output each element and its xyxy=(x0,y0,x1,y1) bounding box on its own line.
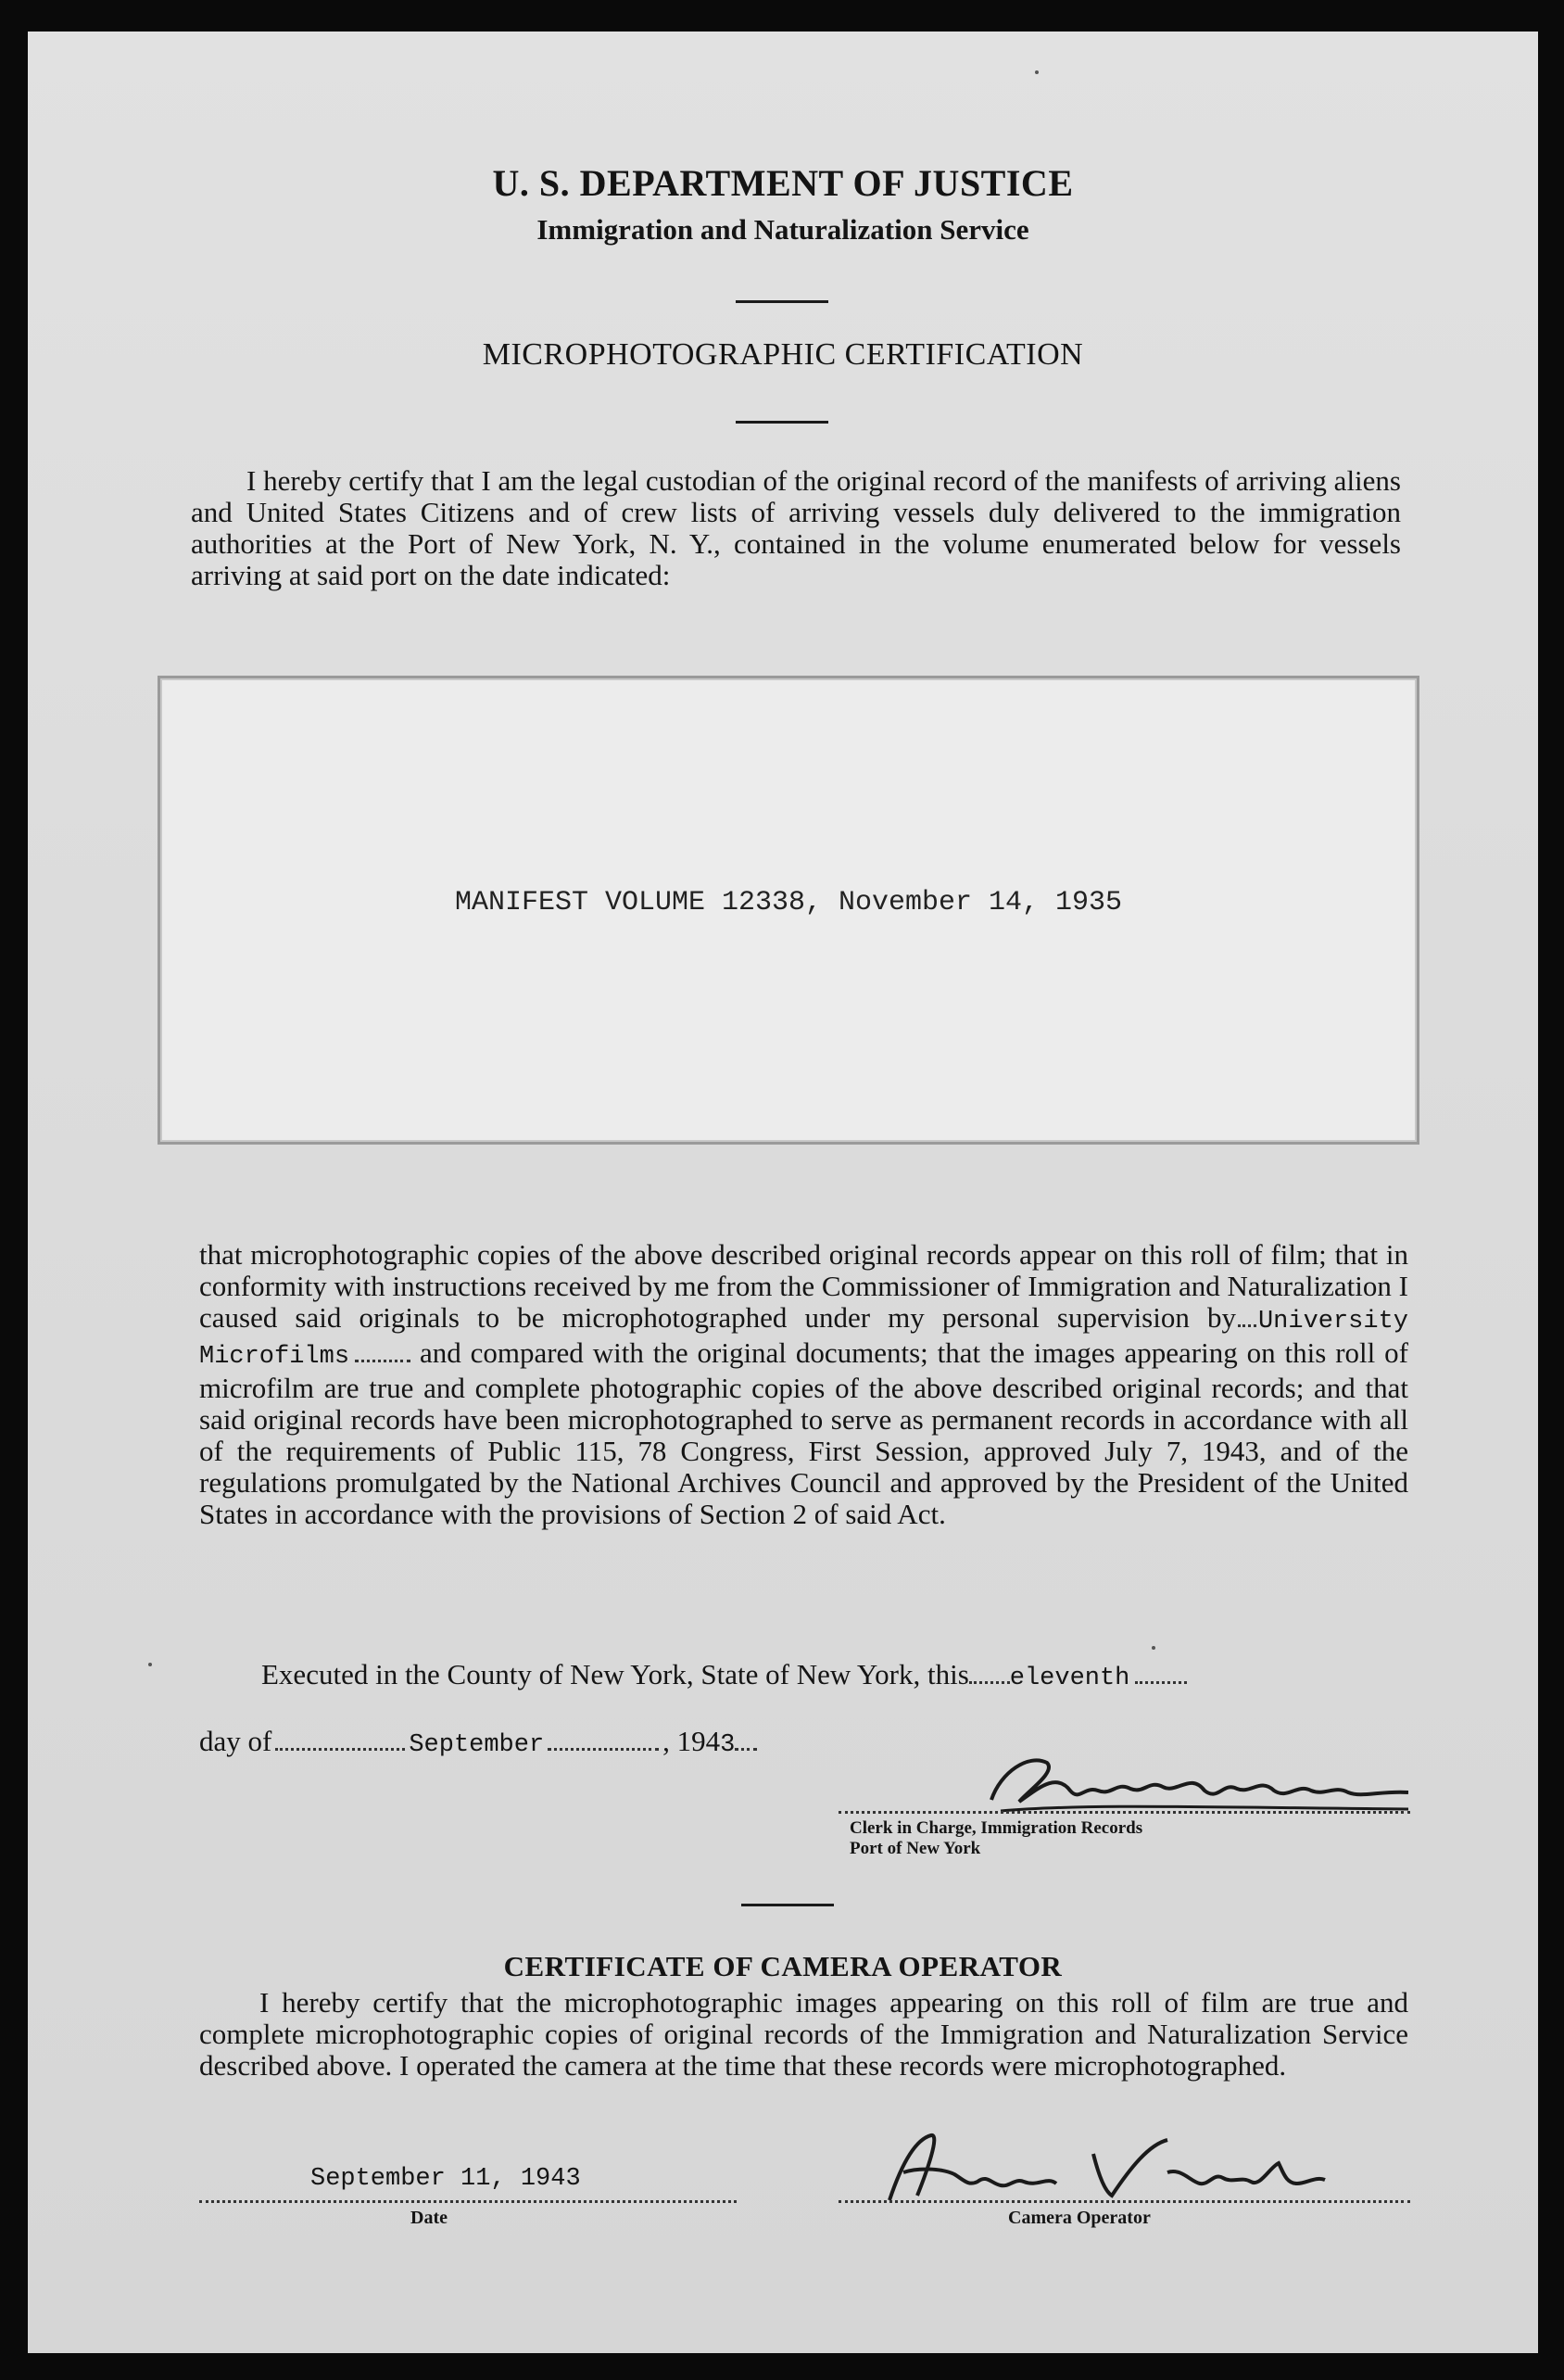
camera-date-label: Date xyxy=(410,2208,448,2228)
year-prefix: , 194 xyxy=(662,1725,721,1757)
film-speck xyxy=(148,1663,152,1666)
date-line xyxy=(199,1725,757,1759)
dotted-fill xyxy=(969,1679,1010,1684)
manifest-volume-box xyxy=(158,676,1419,1145)
clerk-title xyxy=(850,1818,1142,1859)
service-subheading: Immigration and Naturalization Service xyxy=(536,213,1029,246)
certificate-page xyxy=(28,32,1538,2353)
body-part1: that microphotographic copies of the above described original records appear on this roll of film; that in conformity with instructions received by me from the Commissioner of Immigration and Naturalization I caused said originals to be microphotographed under my personal supervision by xyxy=(199,1238,1408,1334)
film-speck xyxy=(1152,1646,1155,1650)
film-speck xyxy=(1035,70,1039,74)
execution-day: eleventh xyxy=(1009,1665,1130,1692)
dotted-fill xyxy=(275,1746,405,1751)
camera-operator-text: I hereby certify that the microphotographic images appearing on this roll of film are true and complete microphotographic copies of original records of the Immigration and Naturalization Service described above. I operated the camera at the time that these records were microphotographed. xyxy=(199,1986,1408,2082)
camera-operator-signature xyxy=(862,2117,1343,2209)
clerk-signature-line xyxy=(839,1811,1410,1814)
execution-prefix: Executed in the County of New York, State of New York, this xyxy=(261,1658,969,1690)
camera-operator-signature-line xyxy=(839,2200,1410,2203)
dotted-fill xyxy=(735,1746,757,1751)
camera-operator-body xyxy=(199,1987,1408,2082)
day-of-label: day of xyxy=(199,1725,272,1757)
camera-date-value: September 11, 1943 xyxy=(310,2165,581,2193)
dotted-fill xyxy=(1238,1323,1256,1327)
camera-date-line xyxy=(199,2200,737,2203)
body-text xyxy=(199,1239,1408,1530)
intro-paragraph xyxy=(191,465,1401,591)
dotted-fill xyxy=(355,1358,410,1362)
certification-body xyxy=(199,1239,1408,1530)
filmed-by-value: University Microfilms xyxy=(199,1308,1408,1371)
certification-title: MICROPHOTOGRAPHIC CERTIFICATION xyxy=(482,337,1084,372)
department-heading: U. S. DEPARTMENT OF JUSTICE xyxy=(492,162,1074,204)
dotted-fill xyxy=(1135,1679,1187,1684)
camera-operator-label: Camera Operator xyxy=(1008,2208,1151,2228)
camera-operator-title: CERTIFICATE OF CAMERA OPERATOR xyxy=(503,1950,1063,1982)
clerk-title-line1: Clerk in Charge, Immigration Records xyxy=(850,1818,1143,1838)
intro-text: I hereby certify that I am the legal custodian of the original record of the manifests of arriving aliens and United States Citizens and of crew lists of arriving vessels duly delivered to the immigration authorities at the Port of New York, N. Y., contained in the volume enumerated below for vessels arriving at said port on the date indicated: xyxy=(191,464,1401,591)
divider xyxy=(736,300,828,303)
divider xyxy=(736,421,828,424)
execution-line xyxy=(261,1658,1187,1692)
year-digit: 3 xyxy=(720,1731,736,1759)
divider xyxy=(741,1904,834,1906)
manifest-volume-text: MANIFEST VOLUME 12338, November 14, 1935 xyxy=(454,887,1123,918)
clerk-title-line2: Port of New York xyxy=(850,1839,981,1858)
body-part2: and compared with the original documents; that the images appearing on this roll of microfilm are true and complete photographic copies of the above described original records; and that said original records have been microphotographed to serve as permanent records in accordance with all of the requirements of Public 115, 78 Congress, First Session, approved July 7, 1943, and of the regulations promulgated by the National Archives Council and approved by the President of the United States in accordance with the provisions of Section 2 of said Act. xyxy=(199,1336,1409,1530)
execution-month: September xyxy=(409,1731,545,1759)
dotted-fill xyxy=(548,1746,659,1751)
